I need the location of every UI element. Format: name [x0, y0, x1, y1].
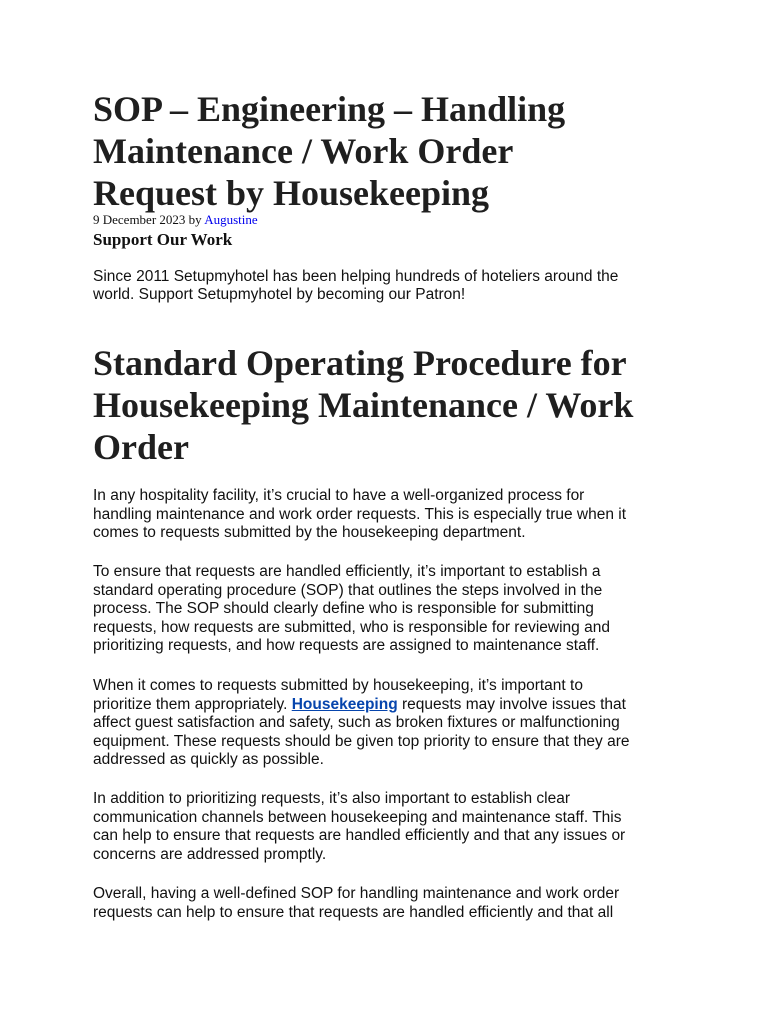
paragraph-line: affect guest satisfaction and safety, such as broken fixtures or malfunctioning [93, 714, 620, 731]
article-title-line: Request by Housekeeping [93, 173, 490, 213]
paragraph-line: In addition to prioritizing requests, it’s also important to establish clear [93, 790, 571, 807]
paragraph-communication [93, 790, 683, 864]
paragraph-line-end: requests may involve issues that [397, 695, 626, 713]
paragraph-line: addressed as quickly as possible. [93, 751, 324, 768]
housekeeping-link[interactable]: Housekeeping [291, 695, 398, 713]
paragraph-line: comes to requests submitted by the housekeeping department. [93, 524, 526, 541]
paragraph-sop [93, 563, 683, 656]
author-link[interactable]: Augustine [204, 212, 258, 227]
paragraph-line: process. The SOP should clearly define who is responsible for submitting [93, 600, 594, 617]
article-title-line: SOP – Engineering – Handling [93, 89, 566, 129]
article-title [93, 88, 683, 214]
article-meta [93, 212, 258, 228]
paragraph-line: requests can help to ensure that requests are handled efficiently and that all [93, 903, 614, 921]
publish-date: 9 December 2023 [93, 212, 186, 227]
paragraph-line: concerns are addressed promptly. [93, 845, 327, 863]
paragraph-intro [93, 487, 683, 543]
support-heading: Support Our Work [93, 230, 233, 249]
by-label: by [188, 212, 202, 227]
paragraph-line: handling maintenance and work order requests. This is especially true when it [93, 505, 627, 523]
paragraph-line: can help to ensure that requests are handled efficiently and that any issues or [93, 827, 626, 844]
support-text-line: world. Support Setupmyhotel by becoming our Patron! [93, 286, 466, 303]
paragraph-priority [93, 677, 683, 770]
paragraph-line: communication channels between housekeeping and maintenance staff. This [93, 808, 622, 826]
support-text-line: Since 2011 Setupmyhotel has been helping hundreds of hoteliers around the [93, 268, 619, 285]
paragraph-line: Overall, having a well-defined SOP for handling maintenance and work order [93, 885, 620, 902]
section-title [93, 342, 693, 468]
paragraph-line: requests, how requests are submitted, who is responsible for reviewing and [93, 618, 610, 636]
paragraph-overall [93, 885, 683, 922]
section-title-line: Standard Operating Procedure for [93, 343, 627, 383]
paragraph-line: To ensure that requests are handled efficiently, it’s important to establish a [93, 563, 601, 580]
paragraph-line: standard operating procedure (SOP) that outlines the steps involved in the [93, 581, 603, 599]
section-title-line: Housekeeping Maintenance / Work [93, 385, 634, 425]
paragraph-line: In any hospitality facility, it’s crucial to have a well-organized process for [93, 487, 585, 504]
article-title-line: Maintenance / Work Order [93, 131, 514, 171]
paragraph-line: equipment. These requests should be given top priority to ensure that they are [93, 732, 630, 750]
section-title-line: Order [93, 427, 189, 467]
paragraph-line-start: prioritize them appropriately. [93, 695, 292, 713]
paragraph-line: prioritizing requests, and how requests are assigned to maintenance staff. [93, 637, 600, 654]
paragraph-line: When it comes to requests submitted by housekeeping, it’s important to [93, 677, 583, 694]
support-text [93, 268, 678, 304]
